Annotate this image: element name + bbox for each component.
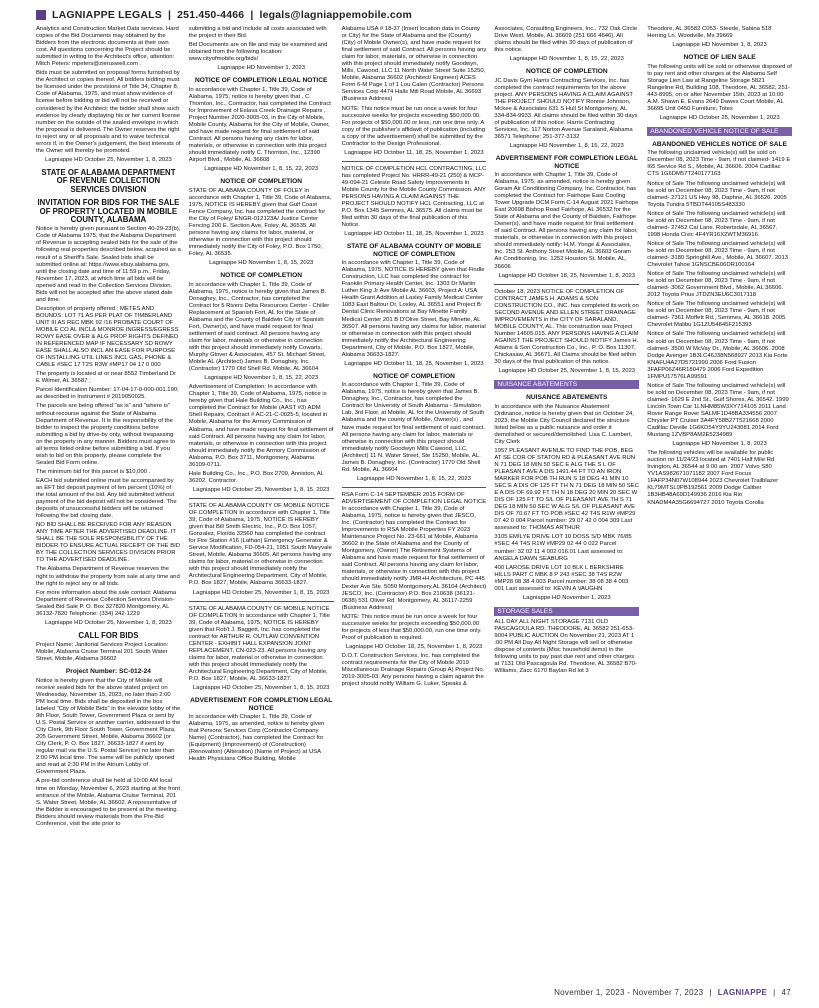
legal-column-2	[189, 26, 334, 978]
notice-text: The Alabama Department of Revenue reserves the right to withdraw the property from sale at any time and the right to reject any or all bids.	[36, 566, 182, 587]
page-header	[36, 8, 412, 22]
legal-column-1	[36, 26, 181, 978]
notice-text: EACH bid submitted online must be accompanied by an EFT bid deposit payment of ten percent (10%) of the total amount of the bid. Any bid submitted without payment of the bid deposit will not be considered. The deposits of unsuccessful bidders will be returned following the bid closing date.	[36, 477, 179, 520]
notice-text: STATE OF ALABAMA COUNTY OF MOBILE NOTICE OF COMPLETION In accordance with Chapter 1, Title 39, Code of Alabama, 1975, NOTICE IS HEREBY given that Bill Smith Electric, Inc., P.O. Box 1057, Gonzalez, Florida 32560 has completed the contract for Fire Station #16 (Lathan) Emergency Generator & Service Modification, FD-054-21, 1951 South Maryvale Street, Mobile, Alabama 36605. All persons having any claims for labor, material or otherwise in connection with this project should immediately notify the Architectural Engineering Department, City of Mobile, P.O. Box 1827, Mobile, Alabama 36633-1827.	[188, 502, 334, 587]
notice-text: For more information about the sale contact: Alabama Department of Revenue Collection Services Division-Sealed Bid Sale P. O. Box 327820 Montgomery, AL 36132-7820 Telephone: (334) 242-1229	[36, 589, 178, 617]
section-banner: NUISANCE ABATEMENTS	[494, 380, 639, 389]
notice-text: In accordance with Chapter 1, Title 39, Code of Alabama, 1975, notice is hereby given that James B. Donaghey, Inc., Contractor, has completed the Contract for 5 Rivers Delta Resources Center - Chiller Replacement at Spanish Fort, AL for the State of Alabama and the County of Baldwin City of Spanish Fort, Owner(s), and have made request for final settlement of said contract. All persons having any claim for labor, materials or otherwise in connection with this project should immediately notify Cowarts, Murphy Glover & Associates, 457 St. Michael Street, Mobile AL (Architect) James B. Donaghey, Inc. (Contractor) 1770 Old Shell Rd. Mobile, AL 36604	[188, 281, 331, 373]
notice-divider	[342, 161, 487, 162]
publication-dates: Lagniappe HD November 1, 8, 15, 2023	[209, 260, 314, 267]
header-phone: 251.450-4466	[177, 9, 245, 21]
legal-columns	[36, 26, 792, 978]
notice-heading: ABANDONED VEHICLES NOTICE OF SALE	[652, 140, 787, 148]
page-footer	[554, 988, 791, 997]
notice-text: In accordance with the Nuisance Abatement Ordinance, notice is hereby given that on October 24, 2023, the Mobile City Council declared the structure listed below as a public nuisance and order it demolished or secured/demolished. Lisa C. Lambert, City Clerk	[494, 403, 636, 445]
publication-dates: Lagniappe HD November 1, 8, 15, 22, 2023	[509, 56, 624, 63]
notice-heading: NOTICE OF COMPLETION	[220, 178, 303, 186]
publication-dates: Lagniappe HD October 25, November 1, 8, 2023	[45, 156, 172, 163]
notice-text: In accordance with Chapter 1, Title 39, Code of Alabama, 1975, notice is hereby given that James B. Donaghey, Inc., Contractor, has completed the Contract for University of South Alabama - Simulation Lab, 3rd Floor, at Mobile, AL for the University of South Alabama and the county of Mobile, Owner(s) , and have made request for final settlement of said contract. All persons having any claim for labor, materials or otherwise in connection with this project should immediately notify Goodwyn Mills Cawood, LLC, (Architect) 11 N. Water Street, Ste 15250, Mobile, AL. James B. Donaghey, Inc. (Contractor) 1770 Old Shell Rd. Mobile, AL 36604	[341, 382, 487, 473]
publication-dates: Lagniappe HD October 11, 18, 25, November 1, 2023	[344, 149, 484, 156]
publication-dates: Lagniappe HD November 1, 8, 15, 22, 2023	[204, 375, 319, 382]
notice-text: Notice of Sale The following unclaimed vehicle(s) will be sold on December 08, 2023 Time - 9am, if not claimed- 3180 Springhill Ave., Mobile, AL 36607. 2013 Chevrolet Tahoe 1GNSCBE06DR100164	[647, 240, 790, 269]
notice-text: 400 LAROSE DRIVE LOT 10 BLK L BERKSHIRE HILLS PART C MBK 8 P 243 #SEC 38 T4S R2W #MP28 08 38 4 003 Parcel number: 38 08 38 4 003 001 Last assessed to: KEVIN A VAUGHN	[494, 564, 630, 592]
notice-heading: ADVERTISEMENT FOR COMPLETION LEGAL NOTICE	[495, 155, 638, 170]
notice-text: In accordance with Chapter 1, Title 39, Code of Alabama, 1975, NOTICE IS HEREBY given that Findle Construction, LLC has completed the contract for Franklin Primary Health Center, Inc. 1303 Dr Martin Luther King Jr Ave Mobile AL 36603, Project A: USA Health Grant Addition at Lasley Family Medical Center 1083 East Baltour Dr, Loxley, AL 36551 and Project B: Dental Clinic Renovations at Bay Minette Family Medical Center 201 B D'Olive Street, Bay Minette, AL 36507. All persons having any claims for labor, material or otherwise in connection with this project should immediately notify the Architectural Engineering Department, City of Mobile, P.O. Box 1827, Mobile, Alabama 36633-1827.	[341, 260, 488, 358]
notice-text: NOTE: This notice must be run once a week for four successive weeks for projects exceeding $50,000.00 for projects of less that $50,000.00, run one time only. Proof of publication is required.	[341, 613, 484, 641]
notice-text: D.O.T. Construction Services, Inc. has completed the contract requirements for the City of Mobile 2019 Miscellaneous Drainage Repairs (Group A) Project No. 2019-3005-03. Any persons having a claim against the project should notify William G. Luker, Speaks &	[341, 652, 486, 688]
notice-text: Hale Building Co., Inc., P.O. Box 2709, Anniston, AL 36202, Contractor.	[188, 470, 326, 484]
notice-text: The minimum bid for this parcel is $10,000 .	[36, 468, 151, 475]
footer-separator: |	[773, 988, 776, 997]
notice-text: Notice is hereby given pursuant to Section 40-29-23(b), Code of Alabama 1975, that the Alabama Department of Revenue is accepting sealed bids for the sale of the following real properties described below, acquired as a result of a Sheriff's Sale. Sealed bids shall be submitted online at: https://www.ebuy.alabama.gov, until the closing date and time of 11:59 p.m., Friday, November 17, 2023, at which time all bids will be opened and read in the Collection Services Division. Bids will not be accepted after the above stated date and time.	[36, 226, 183, 303]
publication-dates: Lagniappe HD November 1, 8, 2023	[672, 441, 767, 448]
notice-text: Bids must be submitted on proposal forms furnished by the Architect or copies thereof. All bidders bidding must be licensed under the provisions of Title 34, Chapter 8, Code of Alabama, 1975, and must show evidence of license before bidding or bid will not be received or considered by the Architect; the bidder shall show such evidence by clearly displaying his or her current license number on the outside of the sealed envelope in which the proposal is delivered. The Owner reserves the right to reject any or all proposals and to waive technical errors if, in the Owner's judgement, the best interests of the Owner will thereby be promoted.	[36, 70, 183, 154]
notice-heading: NOTICE OF COMPLETION	[220, 272, 303, 280]
legal-column-3	[342, 26, 487, 978]
legal-column-5	[647, 26, 792, 978]
notice-text: JC Davis Gym Harris Contracting Services, Inc. has completed the contract requirements for the above project. ANY PERSONS HAVING A CLAIM AGAINST THE PROJECT SHOULD NOTIFY Ronnie Johnson, Mckee & Associates 631 S Hull St Montgomery, AL 334-834-9933. All claims should be filed within 30 days of publication of this notice. Harris Contracting Services, Inc. 117 Norton Avenue Saraland, Alabama 36571 Telephone: 251-377-3132	[494, 77, 640, 141]
publication-dates: Lagniappe HD October 25, November 1, 8, 15, 2023	[498, 368, 636, 375]
notice-text: In accordance with Chapter 1, Title 39, Code of Alabama, 1975, as amended, notice is hereby given Goram Air Conditioning Company, Inc. Contractor, has completed the Contract for: Fairhope East Cooling Tower Upgrade DCM Form C-14 August 2021 Fairhope East 20698 Bishop Road Fairhope, AL 36532 for the State of Alabama and the County of Baldwin, Fairhope Owner(s), and have made request for final settlement of said Contract. All persons having any claim for labor, materials, or otherwise in connection with this project should immediately notify: H.M. Yonge & Associates, Inc. 253 St. Anthony Street Mobile, AL 36603 Goram Air Conditioning, Inc. 1252 Houston St. Mobile, AL, 36606	[494, 171, 641, 270]
header-email[interactable]: legals@lagniappemobile.com	[259, 9, 413, 21]
notice-text: ALL DAY ALL NIGHT STORAGE 7131 OLD PASCAGOULA RD. THEODORE, AL 36582 251-653-9004 PUBLIC AUCTION On November 21, 2023 AT 1 :00 PM All Day All Night Storage will sell or otherwise dispose of contents (Misc household items) in the following units to pay past due rent and other charges at 7131 Old Pascagoula Rd. Theodore, AL 36582 B70- Williams, Zacc 6170 Baylan Rd lot 3	[494, 618, 639, 675]
page-number: 47	[781, 988, 791, 997]
notice-text: The following vehicles will be available for public auction on 11/24/23 located at 7401 Half Mile Rd Irvington, AL 36544 at 9:00 am. 2007 Volvo S80 YV1AS982671071182 2007 Ford Focus 1FAFP34N07W108944 2023 Chevrolet Trailblazer KL79MTSL0PB192561 2009 Dodge Caliber 1B3HB48A69D149936 2016 Kia Rio KNADM4A35G6694727 2010 Toyota Corolla	[647, 450, 780, 506]
publication-dates: Lagniappe HD October 11, 18, 25, November 1, 2023	[344, 360, 484, 367]
section-title: LAGNIAPPE LEGALS	[52, 9, 162, 21]
publication-dates: Lagniappe HD October 25, November 1, 8, 15, 2023	[192, 685, 330, 692]
notice-text: Notice is hereby given that the City of Mobile will receive sealed bids for the above stated project on Wednesday, November 15, 2023, no later than 2:00 PM local time. Bids shall be deposited in the box labeled "City of Mobile Bids" in the elevator lobby of the 9th Floor, South Tower, Government Plaza or sent by U.S. Postal Service or another carrier, addressed to the City Clerk, 9th Floor South Tower, Government Plaza, 205 Government Street, Mobile, Alabama 36602 (or City Clerk, P. O. Box 1827, 36633-1827 if sent by regular mail via the U.S. Postal Service) no later than 2:00 PM local time. The same will be publicly opened and read at 2:30 PM in the Atrium Lobby of Government Plaza.	[36, 677, 183, 776]
notice-heading: NOTICE OF LIEN SALE	[683, 54, 756, 62]
publication-dates: Lagniappe HD November 1, 2023	[217, 65, 306, 72]
notice-text: NO BID SHALL BE RECEIVED FOR ANY REASON ANY TIME AFTER THE ADVERTISED DEADLINE. IT SHALL BE THE SOLE RESPONSIBILITY OF THE BIDDER TO ENSURE ACTUAL RECEIPT OF THE BID BY THE COLLECTION SERVICES DIVISION PRIOR TO THE ADVERTISED DEADLINE.	[36, 522, 182, 564]
notice-text: Notice of Sale The following unclaimed vehicle(s) will be sold on December 08, 2023 Time - 9am, if not claimed- 27452 Cal Lane, Robertsdale, AL 36567. 1998 Honda Civic 4F4YR16X2WTM36916	[647, 210, 787, 238]
notice-text: October 18, 2023 NOTICE OF COMPLETION OF CONTRACT JAMES H. ADAMS & SON CONSTRUCTION CO., INC. has completed its work on SECOND AVENUE AND ELLEN STREET DRAINAGE IMPROVEMENTS in the CITY OF SARALAND, MOBILE COUNTY, AL. This construction was Project Number 14605.015. ANY PERSONS HAVING A CLAIM AGAINST THE PROJECT SHOULD NOTIFY James H. Adams & Son Construction Co., Inc., P. O. Box 11307, Chickasaw, AL 36671. All Claims should be filed within 30 days of the final publication of this notice.	[494, 288, 641, 366]
notice-text: Advertisement of Completion: In accordance with Chapter 1, Title 39, Code of Alabama, 1975, notice is hereby given that Hale Building Co., Inc., has completed the Contract for Mobile (AAST #3) ADM Shell Repairs, Contract # AC-21-C-0025-5, located in Mobile, Alabama for the Armory Commission of Alabama, and have made request for final settlement of said Contract. All persons having any claim for labor, materials, or otherwise in connection with this project should immediately notify the Armory Commission of Alabama, P.O. Box 3711, Montgomery, Alabama 36109-0711.	[188, 384, 336, 468]
notice-text: Parcel Identification Number: 17-04-17-0-000-001.190; as described in Instrument # 2019050025.	[36, 387, 181, 401]
notice-divider	[189, 601, 334, 602]
notice-divider	[342, 487, 487, 488]
notice-text: Notice of Sale The following unclaimed vehicle(s) will be sold on December 08, 2023 Time - 9am, if not claimed- 27121 US Hwy 98, Daphne, AL 36526. 2005 Toyota Tundra 5TBDT44105S483330	[647, 180, 789, 208]
publication-dates: Lagniappe HD October 25, November 1, 8, 15, 2023	[192, 589, 330, 596]
notice-text: Theodore, AL 36582 C053- Steede, Sabina 518 Herring Ln. Woodville, Ms 39669	[647, 26, 774, 40]
publication-dates: Lagniappe HD November 1, 8, 15, 22, 2023	[509, 143, 624, 150]
issue-dates: November 1, 2023 - November 7, 2023	[554, 988, 704, 997]
notice-heading: NOTICE OF COMPLETION	[525, 68, 608, 76]
publication-dates: Lagniappe HD November 1, 8, 15, 22, 2023	[204, 166, 319, 173]
notice-text: RSA Form C-14 SEPTEMBER 2015 FORM OF ADVERTISEMENT OF COMPLETION LEGAL NOTICE In accordance with Chapter 1, Title 39, Code of Alabama, 1975, notice is hereby given that JESCO, Inc. (Contractor) has completed the Contract for Improvements to RSA Mobile Properties FY 2023 Maintenance Project No. 23-661 at Mobile, Alabama 36602 in the State of Alabama and the County of Montgomery, (Owner) The Retirement Systems of Alabama and have made request for final settlement of said Contract. All persons having any claim for labor, materials, or otherwise in connection with this project should immediately notify JMR+H Architecture, PC 445 Dexter Ave Ste. 5050 Montgomery,AL 36104 (Architect) JESCO, Inc. (Contractor) P.O. Box 210638 (36121-0638) 531 Oliver Rd. Montgomery, AL 36117-2259 (Business Address)	[341, 491, 488, 611]
header-separator: |	[250, 9, 254, 21]
notice-text: In accordance with Chapter 1, Title 39, Code of Alabama, 1975, as amended, notice is hereby given that Persons Services Corp (Contractor Company Name) (Contractor), has completed the Contract for (Equipment) (Improvement) of (Construction) (Renovation) (Alteration) (Name of Project) at USA Health Physicians Office Building, Mobile	[188, 713, 327, 763]
publication-dates: Lagniappe HD November 1, 8, 15, 22, 2023	[357, 475, 471, 482]
notice-text: 3105 EMILYE DRIVE LOT 10 DOSS S/D MBK 76/85 #SEC 44 T4S R1W #MP29 02 44 0 022 Parcel number: 32 02 11 4 002 016.01 Last assessed to: ANGELA DAWN SEABURG	[494, 534, 634, 562]
notice-text: Notice of Sale The following unclaimed vehicle(s) will be sold on December 08, 2023 Time - 9am, if not claimed- 7361 Moffett Rd., Semmes, AL 36618. 2005 Chevrolet Malibu 1G1ZU54845F215393	[647, 301, 788, 329]
notice-heading: STATE OF ALABAMA COUNTY OF MOBILE NOTICE OF COMPLETION	[346, 243, 482, 258]
publication-dates: Lagniappe HD October 25, November 1, 8, 15, 2023	[192, 486, 330, 493]
publication-dates: Lagniappe HD November 1, 8, 2023	[672, 42, 767, 49]
notice-heading: STATE OF ALABAMA DEPARTMENT OF REVENUE COLLECTION SERVICES DIVISION	[41, 167, 176, 194]
notice-text: Notice of Sale The following unclaimed vehicle(s) will be sold on December 08, 2023 Time - 9am, if not claimed- 3500 W McVay Dr., Mobile, AL 36606. 2008 Dodge Avenger 1B3LC46J38N568927 2013 Kia Forte KNAFU4A27D5721990 2006 Ford Fusion 3FAFP06Z46R180479 2006 Ford Expedition 1FMPU17576LA99591	[647, 331, 790, 380]
notice-heading: NOTICE OF COMPLETION	[373, 372, 455, 380]
publication-dates: Lagniappe HD October 11, 18, 25, November 1, 2023	[344, 231, 484, 238]
notice-divider	[494, 284, 639, 285]
publication-name: LAGNIAPPE	[717, 988, 768, 997]
notice-text: Alabama USA # 18-37 (Insert location data in County or City) for the State of Alabama and the (County) (City) of Mobile Owner(s), and have made request for final settlement of said Contract. All persons having any claim for labor, materials, or otherwise in connection with this project should immediately notify Goodwyn, Mills, Cawood, LLC 11 North Water Street Suite 15250, Mobile, Alabama 36602 (Architect/ Engineer) ACES Form 6-M Page 1 of 1 Lou Calen (Contractor) Persons Services Corp 4474 Halls Mill Road Mobile, AL 36693 (Business Address)	[341, 26, 488, 103]
notice-text: The following units will be sold or otherwise disposed of to pay rent and other charges at the Alabama Self Storage Lien Law at Rangeline Storage 5821 Rangeline Rd, Building 108, Theodore, AL 36582, 251-443-8995, on or after November 15th, 2023 at 10:00 A.M. Shawn E. Evans 2649 Dawes Court Mobile, AL 36695 Unit 0450 Furniture, Totes	[647, 63, 794, 112]
notice-divider	[189, 498, 334, 499]
notice-heading: INVITATION FOR BIDS FOR THE SALE OF PROPERTY LOCATED IN MOBILE COUNTY, ALABAMA	[37, 198, 180, 224]
notice-heading: CALL FOR BIDS	[78, 630, 139, 640]
notice-text: Project Name: Janitorial Services Project Location: Mobile, Alabama Cruise Terminal 201 South Water Street, Mobile, Alabama 36602	[36, 642, 170, 663]
notice-text: Notice of Sale The following unclaimed vehicle(s) will be sold on December 08, 2023 Time - 9am, if not claimed- 3062 Government Blvd., Mobile, AL 36606. 2012 Toyota Prius JTDZN3EU6C3017118	[647, 271, 787, 299]
section-banner: STORAGE SALES	[494, 607, 639, 616]
publication-dates: Lagniappe HD October 18, 25, November 1, 8, 2023	[498, 272, 636, 279]
notice-text: The property is located at or near 8552 Timberland Dr E Wilmer, AL 36587 ;	[36, 371, 178, 385]
notice-text: In accordance with Chapter 1, Title 39, Code of Alabama, 1975, notice is hereby given that , C. Thornton, Inc., Contractor, has completed the Contract for Improvement of Eslava Creek Drainage Repairs , Project Number 2020-3005-03, in the City of Mobile, Mobile County, Alabama for the City of Mobile, Owner, and have made request for final settlement of said Contract. All persons having any claim for labor, materials, or otherwise in connection with this project should immediately notify C. Thornton, Inc., 12390 Airport Blvd., Mobile, AL 36608	[188, 86, 333, 164]
publication-dates: Lagniappe HD November 1, 2023	[522, 594, 611, 601]
section-marker	[36, 10, 46, 20]
notice-text: Notice of Sale The following unclaimed vehicle(s) will be sold on December 08, 2023 Time - 9am, if not claimed- 1629 E 2nd St., Gulf Shores, AL 36542. 1999 Lincoln Town Car 1LNHM85W3XY714105 2011 Land Rover Range Rover SALMF1D48BA334556 2007 Chrysler PT Cruiser 3A4FY58B27T521668 2000 Cadillac Deville 1G6KD54Y9YU243081 2014 Ford Mustang 1ZVBP8AM2E5234989	[647, 382, 791, 439]
section-banner: ABANDONED VEHICLE NOTICE OF SALE	[647, 127, 792, 136]
publication-dates: Lagniappe HD October 18, 25, November 1, 8, 2023	[345, 643, 483, 650]
notice-text: submitting a bid and include all costs associated with the project in their Bid.	[188, 26, 329, 40]
publication-dates: Lagniappe HD October 25, November 1, 2023	[659, 114, 780, 121]
notice-text: Associates, Consulting Engineers, Inc., 732 Oak Circle Drive West, Mobile, AL 36609 (251 666 4646). All claims should be filed within 30 days of publication of this notice.	[494, 26, 639, 54]
notice-text: NOTE: This notice must be run once a week for four successive weeks for projects exceeding $50,000.00. For projects of $50,000.00 or less, run one time only. A copy of the publisher's affidavit of publication (including a copy of the advertisement) shall be submitted by the Contractor to the Design Professional.	[341, 105, 487, 147]
notice-text: Bid Documents are on file and may be examined and obtained from the following location: www.cityofmobile.org/bids/	[188, 42, 329, 63]
notice-text: Analytics and Construction Market Data services. Hard copies of the Bid Documents may obtained by the Bidders from the electronic documents at their own cost. All questions concerning the Project should be submitted in writing to the Architect's office, attention: Mitch Peters: mpeters@zieruswell.com .	[36, 26, 181, 68]
notice-text: The parcels are being offered "as is" and "where is" without recourse against the State of Alabama Department of Revenue. It is the responsibility of the bidder to inspect the property conditions before submitting a bid by drive-by only, without trespassing on the property in any manner. Bidders must agree to all terms listed online before submitting a bid. If you wish to bid on this property, please complete the Sealed Bid Form online.	[36, 403, 177, 466]
notice-text: A pre-bid conference shall be held at 10:00 AM local time on Monday, November 6, 2023 starting at the front entrance of the Mobile, Alabama Cruise Terminal, 201 S. Water Street, Mobile, AL 36602. A representative of the Bidder is encouraged to be present at the meeting. Bidders should review materials from the Pre-Bid Conference, visit the site prior to	[36, 778, 182, 827]
notice-heading: NOTICE OF COMPLETION LEGAL NOTICE	[194, 77, 328, 85]
notice-text: NOTICE OF COMPLETION HCL CONTRACTING, LLC has completed Project No. HRRR-49-21 (250) & MCP-49-094-21 Celeste Road Safety Improvements in Mobile County for the Mobile County Commission. ANY PERSONS HAVING A CLAIM AGAINST THE PROJECT SHOULD NOTIFY HCL Contracting, LLC at P.O. Box 1345 Semmes, AL 36575. All claims must be filed within 30 days of the final publication of this Notice.	[341, 165, 489, 229]
notice-text: STATE OF ALABAMA COUNTY OF FOLEY In accordance with Chapter 1, Title 39, Code of Alabama, 1975, NOTICE IS HEREBY given that Gulf Coast Fence Company, Inc. has completed the contract for the City of Foley/ ENGR-012123A/ Justice Center Fencing 200 E. Section Ave, Foley, AL 36535. All persons having any claims for labor, material, or otherwise in connection with this project should immediately notify the City of Foley, P.O. Box 1750, Foley, AL 36535.	[188, 187, 333, 258]
notice-text: STATE OF ALABAMA COUNTY OF MOBILE NOTICE OF COMPLETION In accordance with Chapter 1, Title 39, Code of Alabama, 1975, NOTICE IS HEREBY given that Rob't J. Baggett, Inc. has completed the contract for ARTHUR R. OUTLAW CONVENTION CENTER - EXHIBIT HALL EXPANSION JOINT REPLACEMENT, CN-023-23. All persons having any claims for labor, material or otherwise in connection with this project should immediately notify the Architectural Engineering Department, City of Mobile, P.O. Box 1827, Mobile, AL 36633-1827.	[188, 605, 332, 683]
publication-dates: Lagniappe HD October 25, November 1, 8, 2023	[45, 619, 172, 626]
footer-separator: |	[709, 988, 712, 997]
notice-text: The following unclaimed vehicle(s) will be sold on December 08, 2023 Time - 9am, if not claimed- 1419 E I65 Service Rd S., Mobile, AL 36606. 2004 Cadillac CTS 1G6DM57T240177163	[647, 150, 792, 178]
header-separator: |	[167, 9, 172, 21]
notice-text: Description of property offered : METES AND BOUNDS: LOT 71 AS PER PLAT OF TIMBERLAND UNIT III AS REC MBK 92 /16 PROBATE COURT OF MOBILE CO AL INCL& MONROE INGRESS/EGRESS ROWY EASE OVER & ALG PROP RIGHTS DEFINED IN REFERENCED MAP IF NECESSARY SD ROWY EASE SHALL ALSO INCL AN EASE FOR PURPOSE OF INSTALLING UTIL LINES INCL GAS, PHONE & CABLE #SEC 17 T2S R3W #MP17 04 17 0 000	[36, 305, 181, 369]
notice-heading: NUISANCE ABATEMENTS	[526, 394, 608, 402]
notice-text: 1957 PLEASANT AVENUE TO FIND THE POB, BEG AT SE COR OF STATON RD & PLEASANT AVE RUN N 71 DEG 18 MIN 50 SEC E ALG THE S L OF PLEASANT AVE A DIS 1491.44 FT TO AN IRON MARKER FOR POB TH RUN S 18 DEG 41 MIN 10 SEC E A DIS OF 125 FT TH N 71 DEG 18 MIN 50 SEC E A DIS OF 69.92 FT TH N 18 DEG 20 MIN 20 SEC W DIS OF 125 FT TO S/L OF PLEASANT AVE TH S 71 DEG 18 MIN 50 SEC W ALG S/L OF PLEASANT AVE DIS OF 70.67 FT TO POB #SEC 42 T4S R1W #MP29 07 42 0 004 Parcel number: 29 07 42 0 004 309 Last assessed to: THOMAS ARTHUR	[494, 447, 641, 532]
notice-heading: ADVERTISEMENT FOR COMPLETION LEGAL NOTICE	[190, 697, 333, 712]
legal-column-4	[494, 26, 639, 978]
notice-heading: Project Number: SC-012-24	[65, 668, 151, 676]
